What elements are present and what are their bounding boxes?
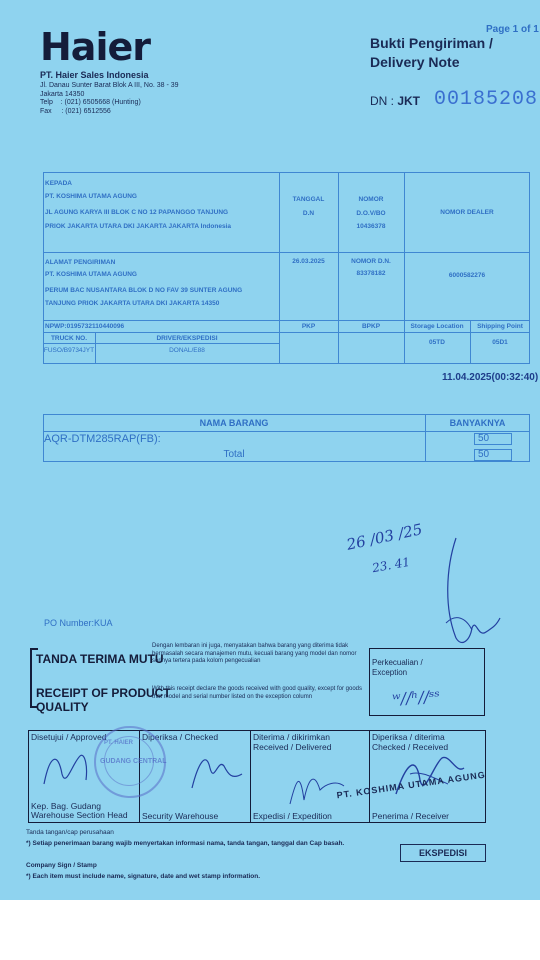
- kepada-label: KEPADA: [45, 180, 72, 187]
- tanggal-label-1: TANGGAL: [292, 196, 325, 203]
- shipping-point-label: Shipping Point: [477, 323, 523, 330]
- alamat-address-1: PERUM BAC NUSANTARA BLOK D NO FAV 39 SUNTER AGUNG: [45, 287, 243, 294]
- company-address: Jl. Danau Sunter Barat Blok A III, No. 38 - 39 Jakarta 14350 Telp : (021) 6505668 (Hunting) Fax : (021) 6512556: [40, 82, 179, 115]
- document-title: Bukti Pengiriman / Delivery Note: [370, 35, 493, 70]
- approved-signature: [36, 744, 96, 794]
- nomor-value: 10436378: [356, 223, 386, 230]
- footer-line-3: Company Sign / Stamp: [26, 862, 97, 869]
- dn-label-text: DN :: [370, 94, 394, 108]
- storage-location-value: 05TD: [429, 339, 445, 346]
- npwp: NPWP:0195732110440096: [45, 323, 125, 330]
- delivered-signature: [280, 760, 350, 810]
- exception-label: Perkecualian / Exception: [372, 658, 423, 677]
- item-name: AQR-DTM285RAP(FB):: [44, 433, 161, 445]
- signature-scribble: [426, 528, 506, 658]
- tanggal-value: 26.03.2025: [292, 258, 325, 265]
- storage-location-label: Storage Location: [410, 323, 464, 330]
- sig-delivered-label: Diterima / dikirimkan Received / Delivered: [253, 732, 332, 752]
- po-number: PO Number:KUA: [44, 618, 113, 628]
- nomor-dn-label: NOMOR D.N.: [351, 258, 391, 265]
- sig-warehouse-head: Kep. Bag. Gudang Warehouse Section Head: [31, 801, 128, 820]
- page-number: Page 1 of 1: [486, 24, 539, 35]
- dealer-value: 6000582276: [448, 272, 486, 279]
- exception-scribble: ʷ//ʰ//ˢˢ: [391, 686, 441, 709]
- item-qty: 50: [478, 433, 490, 444]
- footer-line-1: Tanda tangan/cap perusahaan: [26, 829, 114, 836]
- total-label: Total: [223, 449, 245, 460]
- driver-label: DRIVER/EKSPEDISI: [156, 335, 218, 342]
- handwritten-time: 23. 41: [371, 554, 412, 576]
- truck-value: FUSO/B9734JYT: [43, 347, 95, 354]
- company-stamp: PT. KOSHIMA UTAMA AGUNG: [336, 769, 487, 801]
- sig-approved-label: Disetujui / Approved: [31, 732, 107, 742]
- dn-prefix: JKT: [397, 94, 421, 108]
- items-col-name: NAMA BARANG: [199, 418, 269, 428]
- handwritten-date: 26 /03 /25: [344, 520, 424, 554]
- kepada-address-1: JL AGUNG KARYA III BLOK C NO 12 PAPANGGO TANJUNG: [45, 209, 229, 216]
- copy-label-ekspedisi: EKSPEDISI: [400, 844, 486, 862]
- items-col-qty: BANYAKNYA: [449, 418, 506, 428]
- bpkp-label: BPKP: [361, 323, 381, 330]
- footer-line-2: *) Setiap penerimaan barang wajib menyertakan informasi nama, tanda tangan, tanggal dan Cap basah.: [26, 840, 345, 847]
- kepada-address-2: PRIOK JAKARTA UTARA DKI JAKARTA JAKARTA Indonesia: [45, 223, 231, 230]
- pkp-label: PKP: [301, 323, 316, 330]
- stamp-pt-haier: PT. HAIER: [104, 740, 134, 746]
- nomor-label-1: NOMOR: [358, 196, 384, 203]
- dn-label: [370, 94, 420, 108]
- total-value: 50: [478, 449, 490, 460]
- tanggal-label-2: D.N: [302, 210, 315, 217]
- sig-expedition: Expedisi / Expedition: [253, 811, 332, 821]
- print-timestamp: 11.04.2025(00:32:40): [442, 372, 539, 383]
- nomor-dealer-label: NOMOR DEALER: [440, 209, 494, 216]
- sig-security: Security Warehouse: [142, 811, 219, 821]
- alamat-name: PT. KOSHIMA UTAMA AGUNG: [45, 271, 137, 278]
- truck-label: TRUCK NO.: [50, 335, 88, 342]
- company-name: PT. Haier Sales Indonesia: [40, 70, 149, 80]
- haier-logo: Haier: [40, 25, 150, 69]
- receipt-text-en: With this receipt declare the goods received with good quality, except for goods that model and serial number listed on the exception column: [152, 686, 363, 700]
- receipt-text-id: Dengan lembaran ini juga, menyatakan bahwa barang yang diterima tidak bermasalah secara manajemen mutu, kecuali barang yang model dan nomor serinya tertera pada kolom pengecualian: [152, 643, 357, 665]
- shipping-point-value: 05D1: [492, 339, 508, 346]
- checked-signature: [186, 744, 246, 794]
- nomor-label-2: D.O.V/BO: [356, 210, 386, 217]
- driver-value: DONAL/E88: [169, 347, 205, 354]
- dn-number: 00185208: [434, 88, 539, 111]
- sig-received-label: Diperiksa / diterima Checked / Received: [372, 732, 449, 752]
- receipt-title-id: TANDA TERIMA MUTU: [36, 652, 164, 666]
- alamat-label: ALAMAT PENGIRIMAN: [45, 259, 116, 266]
- receipt-title-en: RECEIPT OF PRODUCT QUALITY: [36, 686, 171, 714]
- footer-line-4: *) Each item must include name, signature, date and wet stamp information.: [26, 873, 261, 880]
- kepada-name: PT. KOSHIMA UTAMA AGUNG: [45, 193, 137, 200]
- sig-checked-label: Diperiksa / Checked: [142, 732, 219, 742]
- stamp-central-text: GUDANG CENTRAL: [100, 758, 167, 765]
- nomor-dn-value: 83378182: [356, 270, 386, 277]
- sig-receiver: Penerima / Receiver: [372, 811, 450, 821]
- alamat-address-2: TANJUNG PRIOK JAKARTA UTARA DKI JAKARTA 14350: [45, 300, 220, 307]
